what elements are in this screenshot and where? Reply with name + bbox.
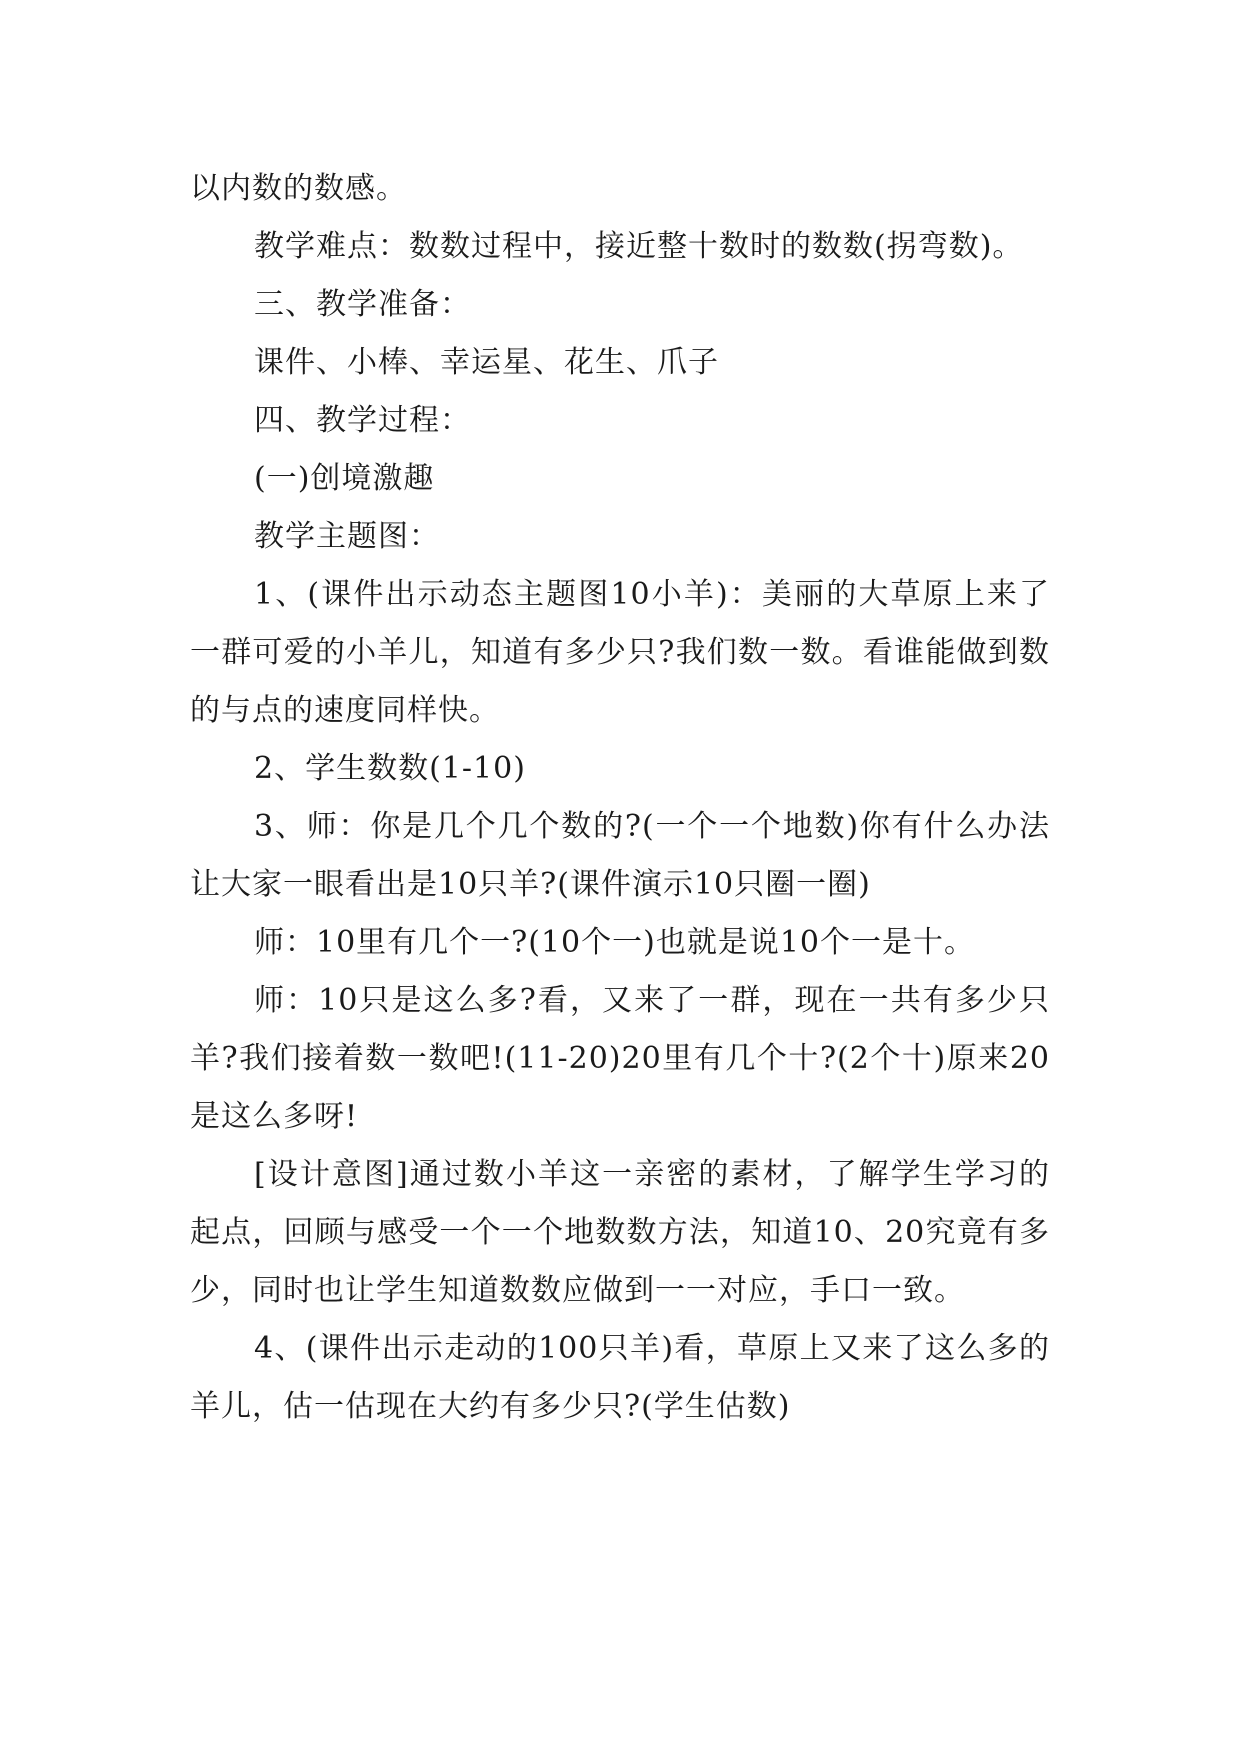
- paragraph-step-2: 2、学生数数(1-10): [254, 751, 526, 786]
- paragraph-step-3: 3、师：你是几个几个数的?(一个一个地数)你有什么办法让大家一眼看出是10只羊?(课件演示10只圈一圈): [190, 809, 1050, 902]
- paragraph-step-4: 4、(课件出示走动的100只羊)看，草原上又来了这么多的羊儿，估一估现在大约有多少只?(学生估数): [190, 1331, 1050, 1424]
- paragraph-design-intent: [设计意图]通过数小羊这一亲密的素材，了解学生学习的起点，回顾与感受一个一个地数数方法，知道10、20究竟有多少，同时也让学生知道数数应做到一一对应，手口一致。: [190, 1157, 1050, 1308]
- heading-teaching-preparation: 三、教学准备：: [254, 287, 471, 322]
- heading-teaching-process: 四、教学过程：: [254, 403, 471, 438]
- subheading-scene: (一)创境激趣: [254, 461, 435, 496]
- paragraph-step-1: 1、(课件出示动态主题图10小羊)：美丽的大草原上来了一群可爱的小羊儿，知道有多少只?我们数一数。看谁能做到数的与点的速度同样快。: [190, 577, 1050, 728]
- document-body: [190, 160, 1050, 1436]
- paragraph-continuation: 以内数的数感。: [190, 171, 407, 206]
- paragraph-teacher-1: 师：10里有几个一?(10个一)也就是说10个一是十。: [254, 925, 976, 960]
- paragraph-materials: 课件、小棒、幸运星、花生、爪子: [254, 345, 719, 380]
- paragraph-teacher-2: 师：10只是这么多?看，又来了一群，现在一共有多少只羊?我们接着数一数吧!(11-20)20里有几个十?(2个十)原来20是这么多呀!: [190, 983, 1050, 1134]
- paragraph-theme-picture: 教学主题图：: [254, 519, 440, 554]
- paragraph-teaching-difficulty: 教学难点：数数过程中，接近整十数时的数数(拐弯数)。: [254, 229, 1024, 264]
